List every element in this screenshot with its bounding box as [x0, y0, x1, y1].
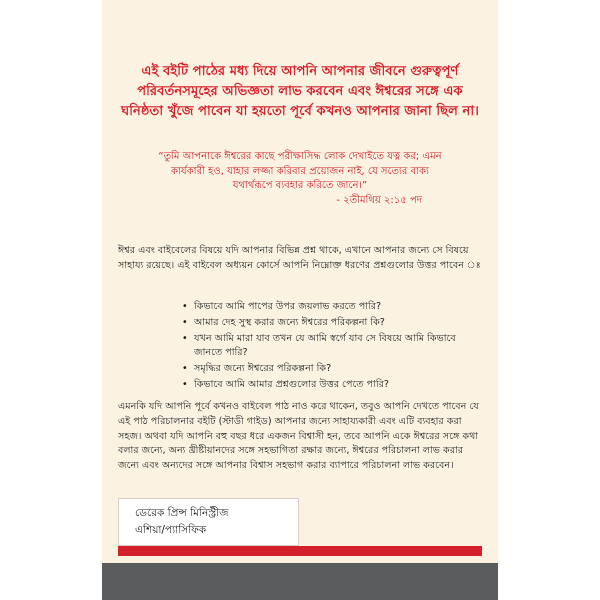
- bullet-icon: •: [182, 379, 188, 390]
- list-item: • সমৃদ্ধির জন্যে ঈশ্বরের পরিকল্পনা কি?: [182, 363, 332, 374]
- bullet-icon: •: [182, 317, 188, 328]
- bullet-icon: •: [182, 333, 188, 344]
- footer-gray-band: [102, 563, 498, 600]
- closing-paragraph: এমনকি যদি আপনি পূর্বে কখনও বাইবেল পাঠ নাও করে থাকেন, তবুও আপনি দেখতে পাবেন যে এই পাঠ পরিচালনার বইটি (স্টাডী গাইড) আপনার জন্যে সাহায্যকারী এবং এটি ব্যবহার করা সহজ। অথবা যদি আপনি বহু বছর ধরে একজন বিশ্বাসী হন, তবে আপনি একে ঈশ্বরের সঙ্গে কথা বলার জন্যে, অন্য খ্রীষ্টীয়ানদের সঙ্গে সহভাগিতা রক্ষার জন্যে, ঈশ্বরের পরিচালনা লাভ করার জন্যে এবং অন্যদের সঙ্গে আপনার বিশ্বাস সহভাগ করার ব্যাপারে পরিচালনা লাভ করবেন।: [118, 401, 479, 472]
- list-item: • কিভাবে আমি পাপের উপর জয়লাভ করতে পারি?: [182, 301, 382, 312]
- intro-paragraph: ঈশ্বর এবং বাইবেলের বিষয়ে যদি আপনার বিভিন্ন প্রশ্ন থাকে, এখানে আপনার জন্যে সে বিষয়ে সাহায্য রয়েছে। এই বাইবেল অধ্যয়ন কোর্সে আপনি নিম্নোক্ত ধরণের প্রশ্নগুলোর উত্তর পাবেন ঃ: [118, 245, 481, 271]
- cover-headline: এই বইটি পাঠের মধ্য দিয়ে আপনি আপনার জীবনে গুরুত্বপূর্ণ পরিবর্তনসমূহের অভিজ্ঞতা লাভ করবেন এবং ঈশ্বরের সঙ্গে এক ঘনিষ্ঠতা খুঁজে পাবেন যা হয়তো পূর্বে কখনও আপনার জানা ছিল না।: [121, 64, 479, 119]
- bullet-icon: •: [182, 363, 188, 374]
- bible-verse-quote: [150, 150, 450, 208]
- list-item: • যখন আমি মারা যাব তখন যে আমি স্বর্গে যাব সে বিষয়ে আমি কিভাবে জানতে পারি?: [182, 333, 456, 358]
- publisher-region: এশিয়া/প্যাসিফিক: [135, 524, 207, 536]
- list-item: • কিভাবে আমি আমার প্রশ্নগুলোর উত্তর পেতে পারি?: [182, 379, 389, 390]
- list-item: • আমার দেহ সুস্থ করার জন্যে ঈশ্বরের পরিকল্পনা কি?: [182, 317, 385, 328]
- red-accent-band: [118, 546, 482, 556]
- verse-text: “তুমি আপনাকে ঈশ্বরের কাছে পরীক্ষাসিদ্ধ লোক দেখাইতে যত্ন কর; এমন কার্যকারী হও, যাহার লজ্জা করিবার প্রয়োজন নাই, যে সত্যের বাক্য যথার্থরূপে ব্যবহার করিতে জানে।”: [158, 151, 442, 191]
- publisher-name: ডেরেক প্রিন্স মিনিস্ট্রীজ: [135, 507, 229, 519]
- verse-reference: - ২তীমথিয় ২:১৫ পদ: [336, 194, 422, 206]
- bullet-icon: •: [182, 301, 188, 312]
- question-list: [182, 300, 472, 394]
- publisher-box: [118, 498, 299, 546]
